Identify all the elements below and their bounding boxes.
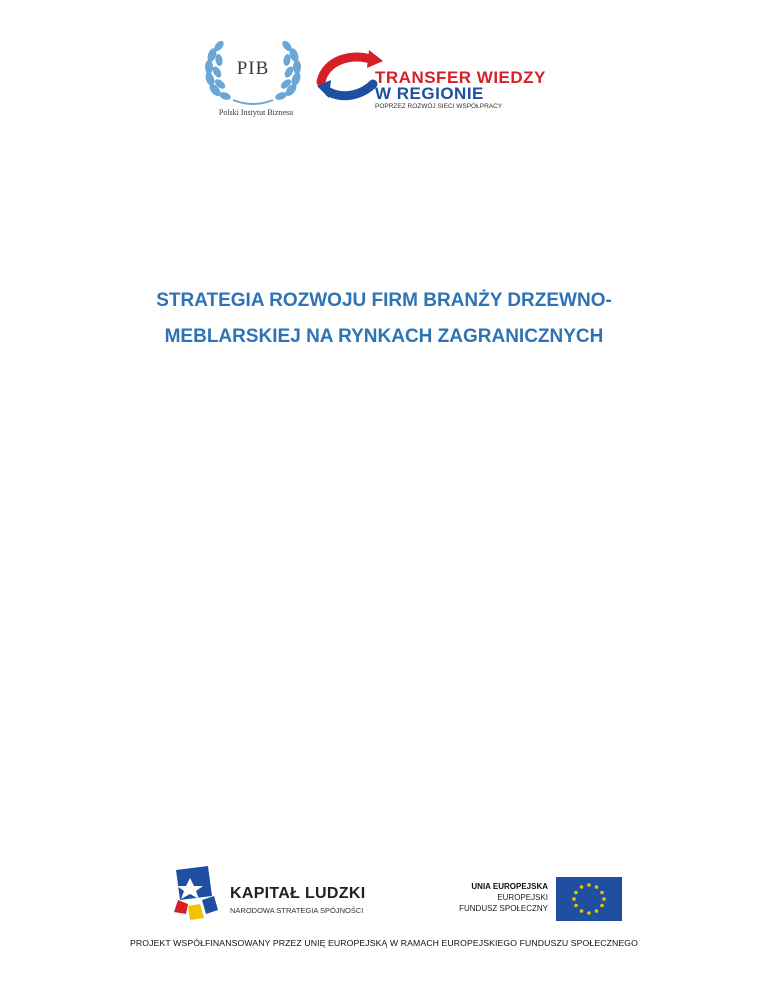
transfer-title-line2: W REGIONIE [375, 84, 484, 103]
eu-line3: FUNDUSZ SPOŁECZNY [459, 904, 548, 913]
eu-label [448, 881, 548, 914]
kapital-ludzki-title: KAPITAŁ LUDZKI [230, 885, 366, 902]
eu-line2: EUROPEJSKI [497, 893, 548, 902]
document-title [60, 283, 708, 355]
kapital-ludzki-subtitle: NARODOWA STRATEGIA SPÓJNOŚCI [230, 906, 364, 915]
transfer-title-line1: TRANSFER WIEDZY [375, 68, 546, 87]
pib-abbr: PIB [236, 58, 270, 79]
kapital-ludzki-emblem-icon [168, 866, 224, 926]
transfer-wiedzy-logo [315, 48, 565, 118]
document-title-line2: MEBLARSKIEJ NA RYNKACH ZAGRANICZNYCH [164, 326, 604, 347]
transfer-tagline: POPRZEZ ROZWÓJ SIECI WSPÓŁPRACY [375, 103, 503, 110]
eu-flag-icon [556, 877, 622, 921]
pib-logo [203, 40, 311, 122]
document-title-line1: STRATEGIA ROZWOJU FIRM BRANŻY DRZEWNO- [156, 290, 612, 311]
funding-statement: PROJEKT WSPÓŁFINANSOWANY PRZEZ UNIĘ EUROPEJSKĄ W RAMACH EUROPEJSKIEGO FUNDUSZU SPOŁECZNEGO [130, 938, 638, 948]
eu-line1: UNIA EUROPEJSKA [471, 882, 548, 891]
kapital-ludzki-logo [168, 866, 388, 926]
pib-caption: Polski Instytut Biznesu [218, 108, 294, 117]
